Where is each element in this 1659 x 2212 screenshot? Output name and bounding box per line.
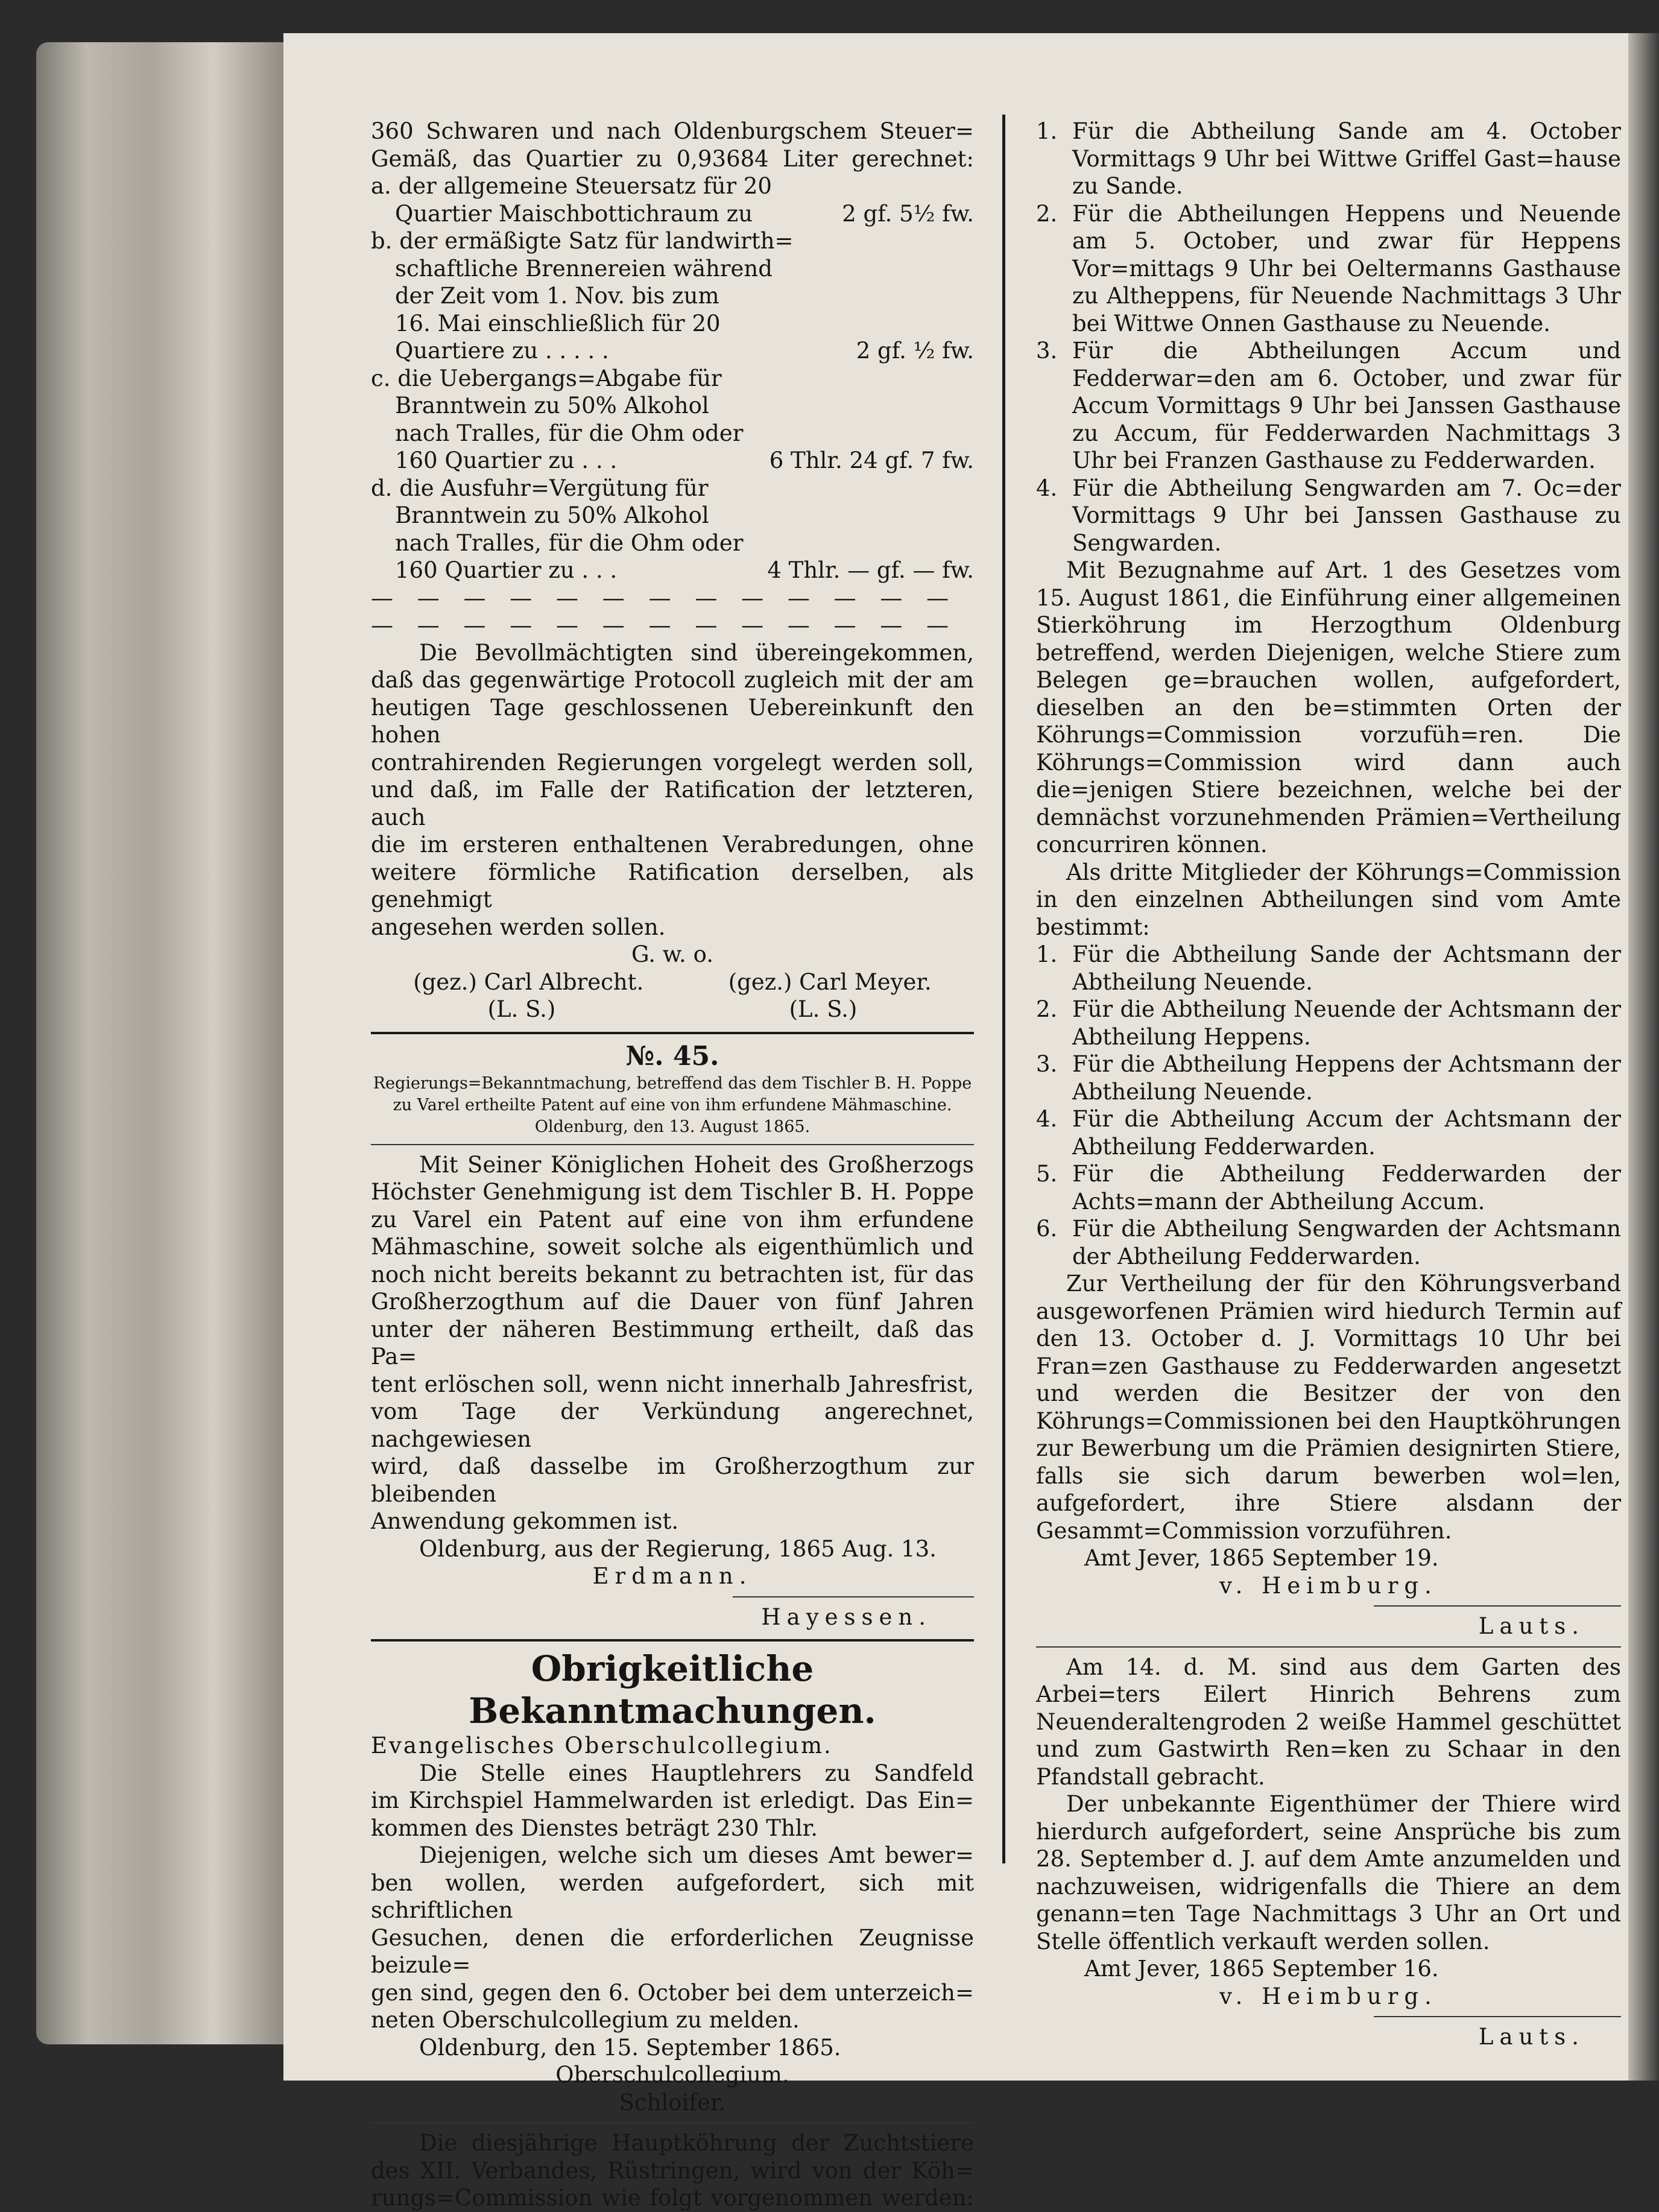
section-title: Obrigkeitliche Bekanntmachungen. <box>469 1648 876 1731</box>
schedule-list <box>1036 118 1621 557</box>
signature-albrecht: (gez.) Carl Albrecht. <box>413 969 644 995</box>
patent-place-date: Oldenburg, aus der Regierung, 1865 Aug. 13. <box>419 1535 937 1562</box>
place-date: Amt Jever, 1865 September 16. <box>1084 1956 1439 1982</box>
fee-value: 4 Thlr. — gf. — fw. <box>767 557 974 583</box>
list-item: 1. Für die Abtheilung Sande am 4. October Vormittags 9 Uhr bei Wittwe Griffel Gast=hause zu Sande. <box>1036 118 1621 199</box>
notice-description: zu Varel ertheilte Patent auf eine von ihm erfundene Mähmaschine. <box>393 1095 952 1114</box>
notice-date: Oldenburg, den 13. August 1865. <box>534 1117 811 1136</box>
official-signature: Schloifer. <box>619 2089 726 2116</box>
list-item: 2. Für die Abtheilung Neuende der Achtsmann der Abtheilung Heppens. <box>1036 996 1621 1050</box>
fee-item-d: d. die Ausfuhr=Vergütung für Branntwein zu 50% Alkohol nach Tralles, für die Ohm oder 160 Quartier zu . . . 4 Thlr. — gf. — fw. <box>371 475 974 583</box>
protocol-paragraph: Die Bevollmächtigten sind übereingekommen, daß das gegenwärtige Protocoll zugleich mit der am heutigen Tage geschlossenen Uebereinkunft den hohen contrahirenden Regierungen vorgelegt werden soll, und daß, im Falle der Ratification der letzteren, auch die im ersteren enthaltenen Verabredungen, ohne weitere förmliche Ratification derselben, als genehmigt angesehen werden sollen. <box>371 639 974 940</box>
signature-rule <box>1374 2016 1621 2017</box>
signature-rule <box>733 1596 974 1597</box>
fee-value: 2 gf. 5½ fw. <box>842 200 974 227</box>
list-item: 6. Für die Abtheilung Sengwarden der Achtsmann der Abtheilung Fedderwarden. <box>1036 1216 1621 1269</box>
list-item: 4. Für die Abtheilung Accum der Achtsmann der Abtheilung Fedderwarden. <box>1036 1106 1621 1160</box>
left-column <box>371 118 974 2212</box>
list-item: 2. Für die Abtheilungen Heppens und Neuende am 5. October, und zwar für Heppens Vor=mittags 9 Uhr bei Oeltermanns Gasthause zu Altheppens, für Neuende Nachmittags 3 Uhr bei Wittwe Onnen Gasthause zu Neuende. <box>1036 200 1621 337</box>
fee-item-a: a. der allgemeine Steuersatz für 20 Quartier Maischbottichraum zu 2 gf. 5½ fw. <box>371 173 974 227</box>
list-item: 4. Für die Abtheilung Sengwarden am 7. Oc=der Vormittags 9 Uhr bei Janssen Gasthause zu Sengwarden. <box>1036 475 1621 556</box>
page-header-line: Gemäß, das Quartier zu 0,93684 Liter gerechnet: <box>371 145 974 172</box>
application-paragraph: Diejenigen, welche sich um dieses Amt bewer= ben wollen, werden aufgefordert, sich mit schriftlichen Gesuchen, denen die erforderlichen Zeugnisse beizule= gen sind, gegen den 6. October bei dem unterzeich= neten Oberschulcollegium zu melden. <box>371 1842 974 2033</box>
fee-value: 2 gf. ½ fw. <box>856 338 974 364</box>
place-date: Amt Jever, 1865 September 19. <box>1084 1545 1439 1571</box>
seal-mark: (L. S.) <box>789 996 858 1022</box>
premium-paragraph: Zur Vertheilung der für den Köhrungsverband ausgeworfenen Prämien wird hiedurch Termin auf den 13. October d. J. Vormittags 10 Uhr bei Fran=zen Gasthause zu Fedderwarden angesetzt und werden die Besitzer der von den Köhrungs=Commissionen bei den Hauptköhrungen zur Bewerbung um die Prämien designirten Stiere, falls sie sich darum bewerben wol=len, aufgefordert, ihre Stiere alsdann der Gesammt=Commission vorzuführen. <box>1036 1271 1621 1544</box>
dash-separator: — — — — — — — — — — — — — <box>371 612 958 638</box>
section-rule <box>371 1032 974 1034</box>
list-item: 1. Für die Abtheilung Sande der Achtsmann der Abtheilung Neuende. <box>1036 941 1621 995</box>
patent-paragraph: Mit Seiner Königlichen Hoheit des Großherzogs Höchster Genehmigung ist dem Tischler B. H. Poppe zu Varel ein Patent auf eine von ihm erfundene Mähmaschine, soweit solche als eigenthümlich und noch nicht bereits bekannt zu betrachten ist, für das Großherzogthum auf die Dauer von fünf Jahren unter der näheren Bestimmung ertheilt, daß das Pa= tent erlöschen soll, wenn nicht innerhalb Jahresfrist, vom Tage der Verkündung angerechnet, nachgewiesen wird, daß dasselbe im Großherzogthum zur bleibenden Anwendung gekommen ist. <box>371 1151 974 1534</box>
section-rule <box>371 2122 974 2123</box>
section-rule <box>1036 1646 1621 1648</box>
signature-meyer: (gez.) Carl Meyer. <box>728 969 932 995</box>
reference-paragraph: Mit Bezugnahme auf Art. 1 des Gesetzes vom 15. August 1861, die Einführung einer allgemeinen Stierköhrung im Herzogthum Oldenburg betreffend, werden Diejenigen, welche Stiere zum Belegen ge=brauchen wollen, aufgefordert, dieselben an den be=stimmten Orten der Köhrungs=Commission vorzufüh=ren. Die Köhrungs=Commission wird dann auch die=jenigen Stiere bezeichnen, welche bei der demnächst vorzunehmenden Prämien=Vertheilung concurriren können. <box>1036 557 1621 858</box>
seals <box>371 996 974 1023</box>
vacancy-paragraph: Die Stelle eines Hauptlehrers zu Sandfeld im Kirchspiel Hammelwarden ist erledigt. Das Ein= kommen des Dienstes beträgt 230 Thlr. <box>371 1760 974 1841</box>
section-rule <box>371 1144 974 1145</box>
list-item: 3. Für die Abtheilungen Accum und Fedderwar=den am 6. October, und zwar für Accum Vormittags 9 Uhr bei Janssen Gasthause zu Accum, für Fedderwarden Nachmittags 3 Uhr bei Franzen Gasthause zu Fedderwarden. <box>1036 338 1621 473</box>
fee-item-b: b. der ermäßigte Satz für landwirth= schaftliche Brennereien während der Zeit vom 1. Nov. bis zum 16. Mai einschließlich für 20 Quartiere zu . . . . . 2 gf. ½ fw. <box>371 228 974 364</box>
list-item: 5. Für die Abtheilung Fedderwarden der Achts=mann der Abtheilung Accum. <box>1036 1161 1621 1215</box>
list-item: 3. Für die Abtheilung Heppens der Achtsmann der Abtheilung Neuende. <box>1036 1051 1621 1105</box>
signature-hayessen: Hayessen. <box>761 1604 932 1630</box>
page-shadow <box>1628 33 1659 2081</box>
right-column <box>1036 118 1621 2051</box>
members-paragraph: Als dritte Mitglieder der Köhrungs=Commission in den einzelnen Abtheilungen sind vom Amte bestimmt: <box>1036 859 1621 940</box>
book-page-edges <box>36 42 289 2044</box>
signature-erdmann: Erdmann. <box>592 1563 753 1589</box>
authority-signature: Oberschulcollegium. <box>555 2062 789 2088</box>
owner-paragraph: Der unbekannte Eigenthümer der Thiere wird hierdurch aufgefordert, seine Ansprüche bis zum 28. September d. J. auf dem Amte anzumelden und nachzuweisen, widrigenfalls die Thiere an dem genann=ten Tage Nachmittags 3 Uhr an Ort und Stelle öffentlich verkauft werden sollen. <box>1036 1791 1621 1954</box>
signature-rule <box>1374 1605 1621 1607</box>
page-header-line: 360 Schwaren und nach Oldenburgschem Steuer= <box>371 118 974 144</box>
signature-heimburg: v. Heimburg. <box>1219 1572 1438 1599</box>
signature-lauts: Lauts. <box>1478 2024 1585 2050</box>
fee-item-c: c. die Uebergangs=Abgabe für Branntwein zu 50% Alkohol nach Tralles, für die Ohm oder 160 Quartier zu . . . 6 Thlr. 24 gf. 7 fw. <box>371 365 974 473</box>
members-list <box>1036 941 1621 1270</box>
section-rule <box>371 1639 974 1642</box>
authority-heading: Evangelisches Oberschulcollegium. <box>371 1733 833 1759</box>
signature-heimburg: v. Heimburg. <box>1219 1983 1438 2009</box>
gwv-mark: G. w. o. <box>631 941 713 967</box>
place-date: Oldenburg, den 15. September 1865. <box>419 2034 841 2061</box>
notice-description: Regierungs=Bekanntmachung, betreffend das dem Tischler B. H. Poppe <box>373 1073 972 1093</box>
seal-mark: (L. S.) <box>487 996 556 1022</box>
signatures <box>371 969 974 996</box>
signature-lauts: Lauts. <box>1478 1613 1585 1639</box>
fee-value: 6 Thlr. 24 gf. 7 fw. <box>769 447 974 473</box>
notice-number: №. 45. <box>625 1040 719 1072</box>
dash-separator: — — — — — — — — — — — — — <box>371 584 958 611</box>
column-divider <box>1002 115 1005 1863</box>
sheep-paragraph: Am 14. d. M. sind aus dem Garten des Arbei=ters Eilert Hinrich Behrens zum Neuenderaltengroden 2 weiße Hammel geschüttet und zum Gastwirth Ren=ken zu Schaar in den Pfandstall gebracht. <box>1036 1654 1621 1790</box>
koehrung-intro: Die diesjährige Hauptköhrung der Zuchtstiere des XII. Verbandes, Rüstringen, wird von der Köh= rungs=Commission wie folgt vorgenommen werden: <box>371 2130 974 2211</box>
